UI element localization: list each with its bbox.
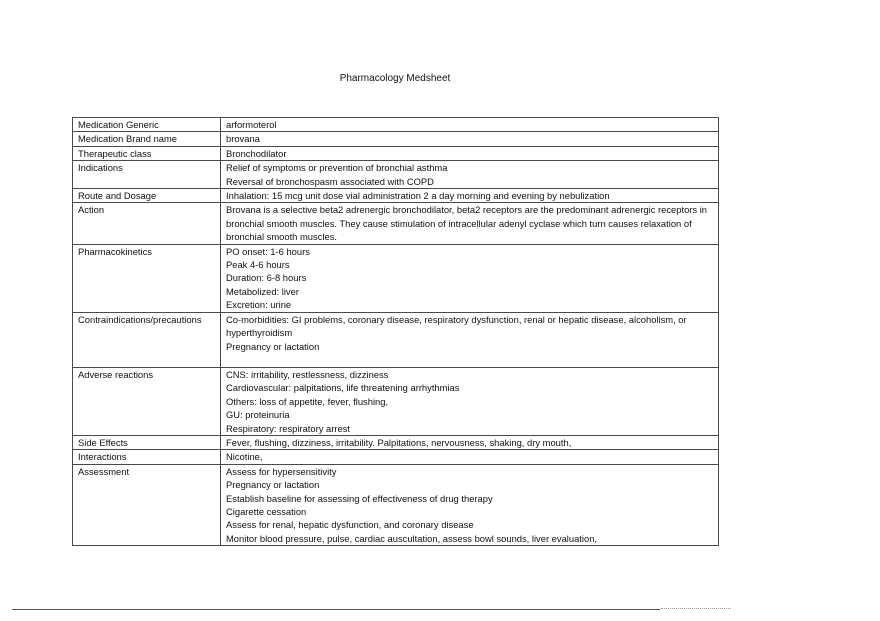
row-value [221, 146, 719, 160]
value-line: Fever, flushing, dizziness, irritability. Palpitations, nervousness, shaking, dry mouth, [226, 436, 572, 448]
value-line: Others: loss of appetite, fever, flushing, [226, 395, 389, 407]
medsheet-table [72, 117, 719, 546]
value-line: Inhalation: 15 mcg unit dose vial administration 2 a day morning and evening by nebulization [226, 190, 610, 202]
row-label: Side Effects [73, 435, 221, 449]
row-label: Assessment [73, 464, 221, 545]
table-row [73, 435, 719, 449]
value-line: Pregnancy or lactation [226, 340, 320, 352]
row-value [221, 132, 719, 146]
row-label: Therapeutic class [73, 146, 221, 160]
table-row [73, 189, 719, 203]
value-paragraph: Co-morbidities: GI problems, coronary disease, respiratory dysfunction, renal or hepatic disease, alcoholism, or hyperthyroidism [226, 313, 687, 339]
value-line: Bronchodilator [226, 147, 287, 159]
row-label: Contraindications/precautions [73, 312, 221, 367]
value-line: Nicotine, [226, 451, 263, 463]
value-line: Respiratory: respiratory arrest [226, 422, 350, 434]
value-line: Reversal of bronchospasm associated with COPD [226, 175, 434, 187]
value-line: Relief of symptoms or prevention of bronchial asthma [226, 162, 448, 174]
row-value [221, 312, 719, 367]
table-row [73, 203, 719, 244]
row-label: Medication Brand name [73, 132, 221, 146]
table-row [73, 464, 719, 545]
table-row [73, 367, 719, 435]
row-value [221, 367, 719, 435]
row-value [221, 244, 719, 312]
table-row [73, 146, 719, 160]
value-line: brovana [226, 133, 260, 145]
row-label: Interactions [73, 450, 221, 464]
value-line: Pregnancy or lactation [226, 479, 320, 491]
table-row [73, 312, 719, 367]
value-line: Assess for renal, hepatic dysfunction, and coronary disease [226, 519, 474, 531]
value-line: Duration: 6-8 hours [226, 272, 307, 284]
row-label: Adverse reactions [73, 367, 221, 435]
footer-mark [661, 608, 731, 612]
value-line: CNS: irritability, restlessness, dizziness [226, 368, 389, 380]
footer-rule [12, 609, 660, 610]
row-label: Action [73, 203, 221, 244]
value-line: Peak 4-6 hours [226, 259, 290, 271]
table-row [73, 244, 719, 312]
table-row [73, 118, 719, 132]
row-value [221, 203, 719, 244]
value-line: Monitor blood pressure, pulse, cardiac auscultation, assess bowl sounds, liver evaluation, [226, 532, 598, 544]
row-value [221, 435, 719, 449]
row-value [221, 118, 719, 132]
value-line: Establish baseline for assessing of effectiveness of drug therapy [226, 492, 493, 504]
value-line: GU: proteinuria [226, 409, 290, 421]
value-line: PO onset: 1-6 hours [226, 245, 310, 257]
row-label: Medication Generic [73, 118, 221, 132]
row-value [221, 464, 719, 545]
row-value [221, 161, 719, 189]
page-title: Pharmacology Medsheet [339, 73, 451, 84]
blank-line [226, 353, 713, 367]
table-row [73, 132, 719, 146]
row-value [221, 450, 719, 464]
value-line: Cardiovascular: palpitations, life threatening arrhythmias [226, 382, 460, 394]
value-line: Metabolized: liver [226, 285, 299, 297]
value-line: Excretion: urine [226, 299, 292, 311]
value-line: Assess for hypersensitivity [226, 465, 337, 477]
value-paragraph: Brovana is a selective beta2 adrenergic bronchodilator, beta2 receptors are the predominant adrenergic receptors in bronchial smooth muscles. They cause stimulation of intracellular adenyl cyclase which turn causes relaxation of bronchial smooth muscles. [226, 204, 708, 243]
table-row [73, 161, 719, 189]
table-row [73, 450, 719, 464]
value-line: arformoterol [226, 119, 277, 130]
row-label: Pharmacokinetics [73, 244, 221, 312]
value-line: Cigarette cessation [226, 505, 307, 517]
row-label: Route and Dosage [73, 189, 221, 203]
row-value [221, 189, 719, 203]
row-label: Indications [73, 161, 221, 189]
